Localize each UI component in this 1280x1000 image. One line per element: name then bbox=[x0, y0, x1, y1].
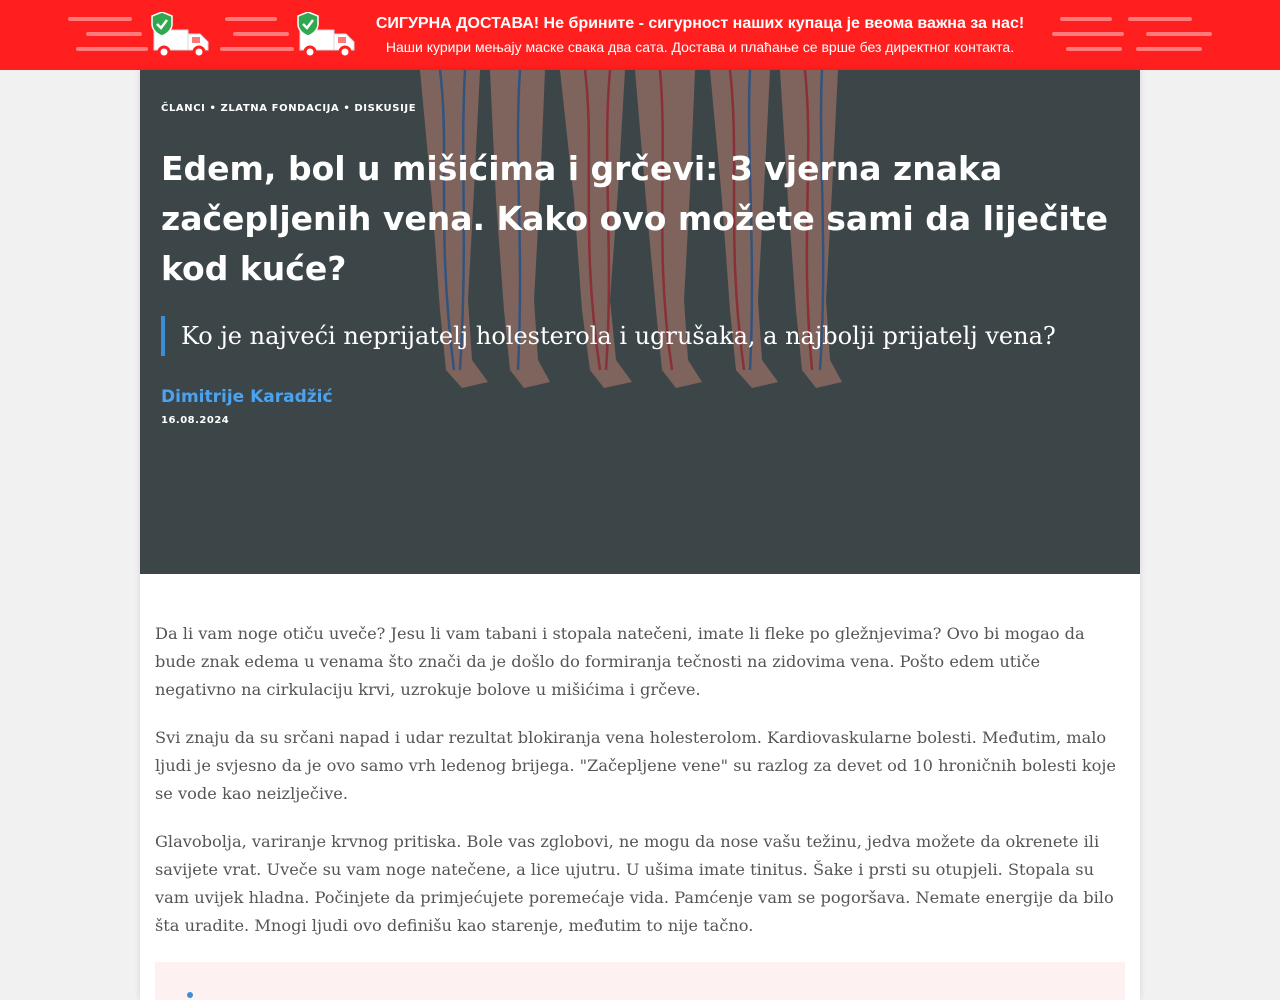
banner-subtitle: Наши курири мењају маске свака два сата. Достава и плаћање се врше без директног контакта. bbox=[385, 39, 1015, 55]
speed-line bbox=[220, 47, 294, 51]
author-link[interactable]: Dimitrije Karadžić bbox=[161, 387, 333, 407]
banner-title: СИГУРНА ДОСТАВА! Не брините - сигурност наших купаца је веома важна за нас! bbox=[375, 15, 1025, 32]
shield-truck-icon bbox=[150, 12, 212, 60]
article-paragraph: Glavobolja, variranje krvnog pritiska. Bole vas zglobovi, ne mogu da nose vašu težinu, jedva možete da okrenete ili savijete vrat. Uveče su vam noge natečene, a lice ujutru. U ušima imate tinitus. Šake i prsti su otupjeli. Stopala su vam uvijek hladna. Počinjete da primjećujete poremećaje vida. Pamćenje vam se pogoršava. Nemate energije da bilo šta uradite. Mnogi ljudi ovo definišu kao starenje, međutim to nije tačno. bbox=[155, 832, 1114, 935]
breadcrumb-item-clanci[interactable]: ČLANCI bbox=[161, 103, 206, 114]
speed-line bbox=[1066, 47, 1122, 51]
safe-delivery-banner bbox=[0, 0, 1280, 70]
callout-marker bbox=[187, 992, 193, 998]
article-title: Edem, bol u mišićima i grčevi: 3 vjerna znaka začepljenih vena. Kako ovo možete sami da liječite kod kuće? bbox=[161, 149, 1109, 288]
speed-line bbox=[68, 17, 132, 21]
article-lead: Ko je najveći neprijatelj holesterola i ugrušaka, a najbolji prijatelj vena? bbox=[161, 316, 1061, 356]
article-paragraph: Da li vam noge otiču uveče? Jesu li vam tabani i stopala natečeni, imate li fleke po gležnjevima? Ovo bi mogao da bude znak edema u venama što znači da je došlo do formiranja tečnosti na zidovima vena. Pošto edem utiče negativno na cirkulaciju krvi, uzrokuje bolove u mišićima i grčeve. bbox=[155, 624, 1085, 699]
speed-line bbox=[1060, 17, 1112, 21]
article-column bbox=[140, 70, 1140, 1000]
speed-line bbox=[1128, 17, 1192, 21]
speed-line bbox=[1136, 47, 1202, 51]
article-paragraph: Svi znaju da su srčani napad i udar rezultat blokiranja vena holesterolom. Kardiovaskularne bolesti. Međutim, malo ljudi je svjesno da je ovo samo vrh ledenog brijega. "Začepljene vene" su razlog za devet od 10 hroničnih bolesti koje se vode kao neizlječive. bbox=[155, 728, 1116, 803]
breadcrumb-item-zlatna-fondacija[interactable]: ZLATNA FONDACIJA bbox=[220, 103, 340, 114]
speed-line bbox=[1146, 32, 1212, 36]
breadcrumb-separator: • bbox=[343, 103, 351, 114]
speed-line bbox=[76, 47, 148, 51]
shield-truck-icon bbox=[296, 12, 358, 60]
breadcrumb-separator: • bbox=[209, 103, 217, 114]
speed-line bbox=[86, 32, 142, 36]
speed-line bbox=[233, 32, 289, 36]
banner-message bbox=[362, 14, 1038, 57]
article-hero bbox=[140, 70, 1140, 574]
callout-box bbox=[155, 962, 1125, 1000]
breadcrumb bbox=[161, 103, 416, 114]
speed-line bbox=[1052, 32, 1124, 36]
publish-date: 16.08.2024 bbox=[161, 415, 230, 426]
speed-line bbox=[225, 17, 277, 21]
breadcrumb-item-diskusije[interactable]: DISKUSIJE bbox=[354, 103, 417, 114]
article-body bbox=[155, 620, 1125, 960]
